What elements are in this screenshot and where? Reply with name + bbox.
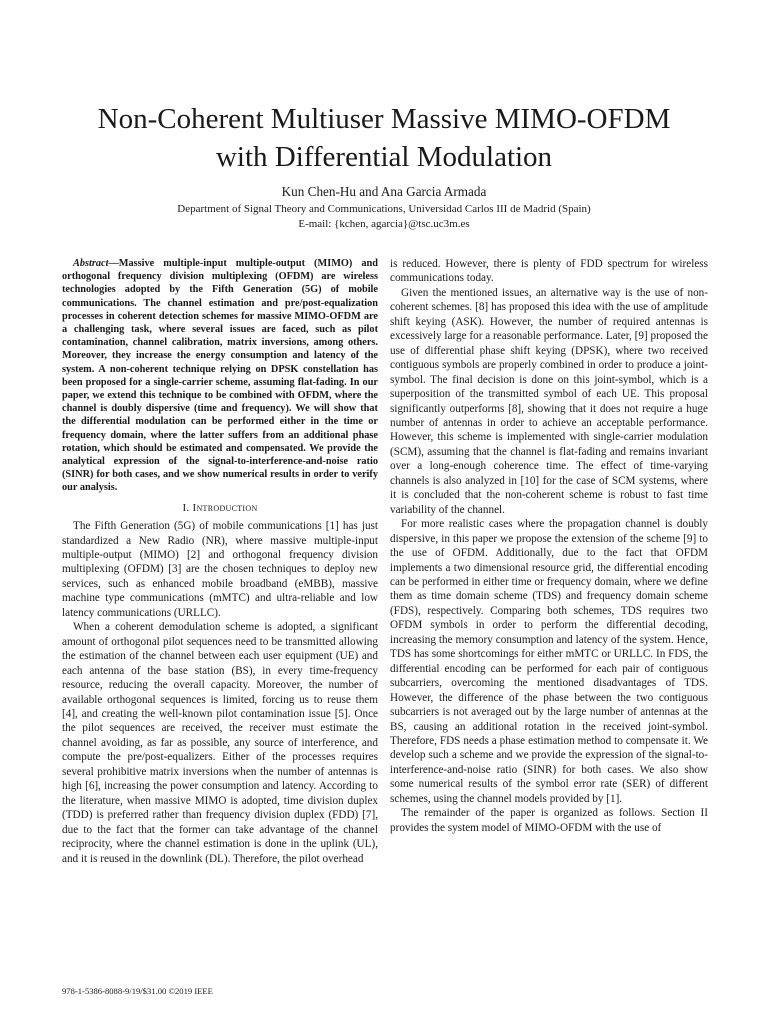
author-list: Kun Chen-Hu and Ana Garcia Armada	[281, 184, 487, 199]
paper-title	[40, 100, 728, 176]
paragraph: When a coherent demodulation scheme is adopted, a significant amount of orthogonal pilot sequences need to be transmitted allowing the estimation of the channel between each user equipment (UE) and each antenna of the base station (BS), in every time-frequency resource, reducing the overall capacity. Moreover, the number of available orthogonal sequences is limited, forcing us to reuse them [4], and creating the well-known pilot contamination issue [5]. Once the pilot sequences are received, the receiver must estimate the channel avoiding, as far as possible, any source of interference, and compute the pre/post-equalizers. Either of the processes requires several prohibitive matrix inversions when the number of antennas is high [6], increasing the power consumption and latency. According to the literature, when massive MIMO is adopted, time division duplex (TDD) is preferred rather than frequency division duplex (FDD) [7], due to the fact that the former can take advantage of the channel reciprocity, where the channel estimation is done in the uplink (UL), and it is reused in the downlink (DL). Therefore, the pilot overhead	[62, 621, 378, 865]
abstract	[62, 257, 378, 495]
section-title: Introduction	[192, 501, 258, 514]
abstract-text: —Massive multiple-input multiple-output (MIMO) and orthogonal frequency division multiplexing (OFDM) are wireless technologies adopted by the Fifth Generation (5G) of mobile communications. The channel estimation and pre/post-equalization processes in coherent detection schemes for massive MIMO-OFDM are a challenging task, where several issues are faced, such as pilot contamination, channel calibration, matrix inversions, among others. Moreover, they increase the energy consumption and latency of the system. A non-coherent technique relying on DPSK constellation has been proposed for a single-carrier scheme, assuming flat-fading. In our paper, we extend this technique to be combined with OFDM, where the channel is doubly dispersive (time and frequency). We will show that the differential modulation can be performed either in the time or frequency domain, where the latter suffers from an additional phase rotation, which should be estimated and compensated. We provide the analytical expression of the signal-to-interference-and-noise ratio (SINR) for both cases, and we show numerical results in order to verify our analysis.	[62, 258, 378, 494]
paragraph: For more realistic cases where the propagation channel is doubly dispersive, in this paper we propose the extension of the scheme [9] to the use of OFDM. Additionally, due to the fact that OFDM implements a two dimensional resource grid, the differential encoding can be performed in either time or frequency domain, where we define them as time domain scheme (TDS) and frequency domain scheme (FDS), respectively. Comparing both schemes, TDS requires two OFDM symbols in order to perform the differential decoding, increasing the memory consumption and latency of the system. Hence, TDS has some shortcomings for either mMTC or URLLC. In FDS, the differential encoding can be performed for each pair of contiguous subcarriers, overcoming the mentioned disadvantages of TDS. However, the difference of the phase between the two contiguous subcarriers is not averaged out by the large number of antennas at the BS, causing an additional rotation in the received joint-symbol. Therefore, FDS needs a phase estimation method to compensate it. We develop such a scheme and we provide the expression of the signal-to-interference-and-noise ratio (SINR) for both cases. We also show some numerical results of the symbol error rate (SER) of different schemes, using the channel models provided by [1].	[390, 518, 708, 805]
left-column	[62, 257, 378, 866]
right-column	[390, 257, 708, 835]
paragraph: The remainder of the paper is organized as follows. Section II provides the system model of MIMO-OFDM with the use of	[390, 807, 708, 834]
section-heading-introduction	[62, 501, 378, 515]
author-email: E-mail: {kchen, agarcia}@tsc.uc3m.es	[298, 218, 470, 230]
title-line-2: with Differential Modulation	[215, 141, 553, 173]
title-line-1: Non-Coherent Multiuser Massive MIMO-OFDM	[97, 103, 671, 135]
paragraph-continuation: is reduced. However, there is plenty of FDD spectrum for wireless communications today.	[390, 258, 708, 285]
paragraph: The Fifth Generation (5G) of mobile communications [1] has just standardized a New Radio (NR), where massive multiple-input multiple-output (MIMO) [2] and orthogonal frequency division multiplexing (OFDM) [3] are the chosen techniques to deploy new services, such as enhanced mobile broadband (eMBB), massive machine type communications (mMTC) and ultra-reliable and low latency communications (URLLC).	[62, 520, 378, 619]
abstract-label: Abstract	[73, 258, 109, 269]
section-number: I.	[182, 501, 190, 514]
affiliation: Department of Signal Theory and Communications, Universidad Carlos III de Madrid (Spain)	[177, 203, 591, 215]
copyright-footer: 978-1-5386-8088-9/19/$31.00 ©2019 IEEE	[62, 986, 213, 996]
paragraph: Given the mentioned issues, an alternative way is the use of non-coherent schemes. [8] has proposed this idea with the use of amplitude shift keying (ASK). However, the number of required antennas is excessively large for a reasonable performance. Later, [9] proposed the use of differential phase shift keying (DPSK), where two received contiguous symbols are properly combined in order to produce a joint-symbol. The final decision is done on this joint-symbol, which is a superposition of the transmitted symbol of each UE. This proposal significantly outperforms [8], showing that it does not require a huge number of antennas in order to achieve an acceptable performance. However, this scheme is implemented with single-carrier modulation (SCM), assuming that the channel is flat-fading and remains invariant over a long-enough coherence time. The effect of time-varying channels is also analyzed in [10] for the case of SCM systems, where it is concluded that the non-coherent scheme is robust to fast time variability of the channel.	[390, 286, 708, 516]
